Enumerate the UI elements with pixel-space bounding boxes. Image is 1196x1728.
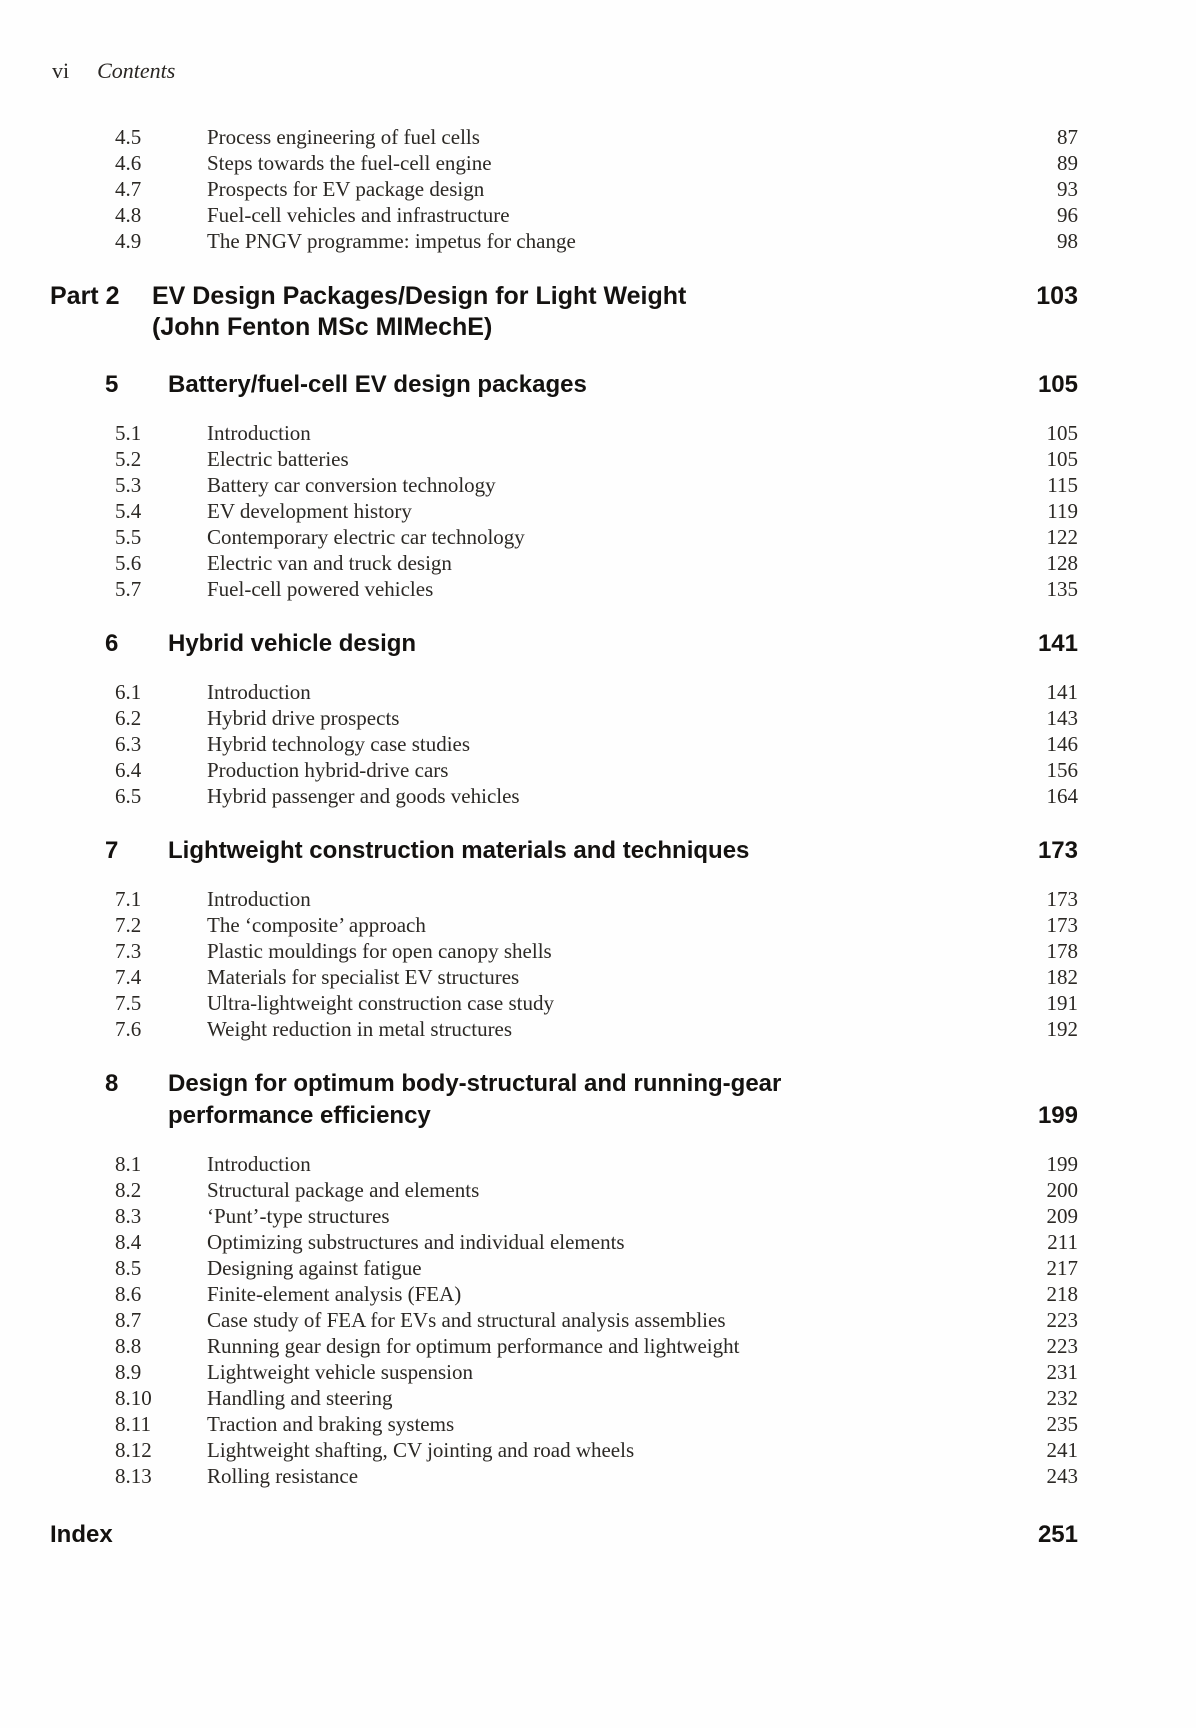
toc-entry-page: 156 [1046,758,1078,782]
toc-entry [0,524,1078,550]
toc-entry-number: 7.5 [115,991,142,1015]
toc-entry-number: 7.6 [115,1017,142,1041]
toc-entry-page: 89 [1057,151,1078,175]
toc-entry-page: 98 [1057,229,1078,253]
running-head [0,56,1078,86]
toc-entry [0,550,1078,576]
toc-entry-number: 5.3 [115,473,142,497]
toc-entry-page: 93 [1057,177,1078,201]
toc-entry-title: The PNGV programme: impetus for change [207,229,576,253]
toc-entry-page: 192 [1046,1017,1078,1041]
toc-entry-page: 115 [1047,473,1078,497]
toc-entry [0,1177,1078,1203]
toc-entry-number: 5.6 [115,551,142,575]
toc-entry-page: 119 [1047,499,1078,523]
toc-entry-page: 218 [1046,1282,1078,1306]
toc-entry [0,1411,1078,1437]
toc-entry [0,1437,1078,1463]
part-page: 103 [1036,282,1078,310]
toc-entry-title: Introduction [207,887,311,911]
toc-entry-title: Running gear design for optimum performance and lightweight [207,1334,740,1358]
toc-entry [0,420,1078,446]
chapter7-sections [0,886,1078,1042]
chapter-title-line1: Design for optimum body-structural and running-gear [168,1070,782,1097]
toc-entry [0,1255,1078,1281]
toc-entry-title: Contemporary electric car technology [207,525,525,549]
chapter-number: 6 [105,630,119,657]
chapter-number: 8 [105,1070,119,1097]
toc-entry-number: 4.6 [115,151,142,175]
toc-entry-page: 235 [1046,1412,1078,1436]
toc-entry-title: Fuel-cell vehicles and infrastructure [207,203,510,227]
toc-entry-title: Introduction [207,1152,311,1176]
part-title-line1: EV Design Packages/Design for Light Weight [152,282,687,310]
toc-entry-page: 217 [1046,1256,1078,1280]
toc-entry-title: Designing against fatigue [207,1256,422,1280]
toc-entry-title: Optimizing substructures and individual elements [207,1230,625,1254]
toc-entry-number: 7.3 [115,939,142,963]
toc-entry-title: Prospects for EV package design [207,177,485,201]
toc-entry-number: 4.9 [115,229,142,253]
toc-entry-title: Weight reduction in metal structures [207,1017,513,1041]
toc-entry-page: 223 [1046,1334,1078,1358]
toc-entry-page: 128 [1046,551,1078,575]
toc-entry-page: 209 [1046,1204,1078,1228]
toc-entry [0,576,1078,602]
chapter-number: 7 [105,837,119,864]
toc-entry [0,731,1078,757]
toc-entry-number: 5.2 [115,447,142,471]
toc-entry-title: Ultra-lightweight construction case study [207,991,555,1015]
toc-entry-title: Materials for specialist EV structures [207,965,520,989]
toc-entry-page: 199 [1046,1152,1078,1176]
toc-entry [0,1229,1078,1255]
toc-entry-title: EV development history [207,499,412,523]
part-title-line2: (John Fenton MSc MIMechE) [152,313,493,341]
chapter-page: 141 [1037,630,1078,657]
toc-entry-number: 6.5 [115,784,142,808]
toc-entry-page: 135 [1046,577,1078,601]
toc-entry [0,1463,1078,1489]
toc-entry-page: 105 [1046,421,1078,445]
toc-entry [0,757,1078,783]
toc-entry-title: Lightweight shafting, CV jointing and road wheels [207,1438,635,1462]
toc-entry [0,498,1078,524]
toc-entry-page: 243 [1046,1464,1078,1488]
chapter-title: Battery/fuel-cell EV design packages [168,371,587,398]
chapter-title: Lightweight construction materials and techniques [168,837,750,864]
toc-entry-page: 241 [1046,1438,1078,1462]
toc-entry-number: 6.3 [115,732,142,756]
toc-entry [0,938,1078,964]
toc-entry-number: 4.7 [115,177,142,201]
toc-entry-page: 96 [1057,203,1078,227]
toc-entry-page: 182 [1046,965,1078,989]
toc-entry-title: The ‘composite’ approach [207,913,426,937]
toc-entry-number: 4.5 [115,125,142,149]
toc-entry-number: 6.1 [115,680,142,704]
toc-entry-page: 178 [1046,939,1078,963]
toc-entry-title: Electric batteries [207,447,349,471]
toc-entry [0,1151,1078,1177]
toc-entry-title: Structural package and elements [207,1178,480,1202]
toc-entry-title: Introduction [207,421,311,445]
part-title [152,281,1036,343]
toc-entry [0,446,1078,472]
toc-entry-number: 8.7 [115,1308,142,1332]
toc-entry [0,679,1078,705]
page-folio: vi [52,58,70,83]
toc-entry-title: Steps towards the fuel-cell engine [207,151,492,175]
toc-entry-title: Electric van and truck design [207,551,452,575]
toc-entry [0,705,1078,731]
toc-entry [0,1307,1078,1333]
toc-entry-title: Hybrid technology case studies [207,732,471,756]
toc-entry [0,150,1078,176]
toc-entry-page: 164 [1046,784,1078,808]
toc-entry-page: 122 [1046,525,1078,549]
toc-entry-page: 211 [1047,1230,1078,1254]
toc-entry-title: Hybrid drive prospects [207,706,400,730]
toc-entry-title: Battery car conversion technology [207,473,496,497]
toc-entry-number: 8.3 [115,1204,142,1228]
toc-entry [0,912,1078,938]
toc-entry [0,1333,1078,1359]
chapter5-sections [0,420,1078,602]
chapter-title: Hybrid vehicle design [168,630,417,657]
chapter-title [168,1068,1038,1132]
toc-entry-title: Introduction [207,680,311,704]
toc-entry [0,472,1078,498]
part-heading [0,281,1078,343]
toc-entry-page: 173 [1046,913,1078,937]
toc-entry-number: 4.8 [115,203,142,227]
toc-entry-title: Handling and steering [207,1386,393,1410]
index-page: 251 [1037,1521,1078,1548]
toc-entry-page: 231 [1046,1360,1078,1384]
toc-entry-page: 223 [1046,1308,1078,1332]
toc-entry-page: 143 [1046,706,1078,730]
toc-entry-number: 7.2 [115,913,142,937]
toc-entry-number: 6.4 [115,758,142,782]
toc-entry-title: Lightweight vehicle suspension [207,1360,473,1384]
toc-entry-page: 200 [1046,1178,1078,1202]
toc-entry-number: 8.8 [115,1334,142,1358]
toc-entry [0,176,1078,202]
toc-entry-number: 8.12 [115,1438,152,1462]
toc-entry [0,228,1078,254]
chapter-heading [0,835,1078,867]
toc-entry [0,783,1078,809]
toc-entry-title: Plastic mouldings for open canopy shells [207,939,552,963]
chapter-heading [0,628,1078,660]
toc-entry-number: 8.11 [115,1412,151,1436]
toc-entry-title: Production hybrid-drive cars [207,758,449,782]
part-label: Part 2 [50,282,120,310]
toc-entry-page: 173 [1046,887,1078,911]
toc-entry-number: 8.1 [115,1152,142,1176]
chapter-page: 199 [1037,1102,1078,1129]
toc-entry [0,1203,1078,1229]
toc-entry [0,990,1078,1016]
toc-entry-title: Finite-element analysis (FEA) [207,1282,462,1306]
toc-entry [0,124,1078,150]
toc-entry [0,202,1078,228]
toc-entry [0,1281,1078,1307]
chapter6-sections [0,679,1078,809]
toc-entry-page: 141 [1046,680,1078,704]
toc-entry-number: 7.4 [115,965,142,989]
toc-entry-page: 191 [1046,991,1078,1015]
toc-entry-number: 8.5 [115,1256,142,1280]
toc-entry-number: 5.4 [115,499,142,523]
toc-entry-title: Rolling resistance [207,1464,359,1488]
chapter-heading [0,369,1078,401]
chapter-page: 105 [1037,371,1078,398]
toc-entry [0,1385,1078,1411]
toc-entry-page: 146 [1046,732,1078,756]
toc-entry-number: 6.2 [115,706,142,730]
chapter-number: 5 [105,371,119,398]
toc-entry [0,964,1078,990]
index-label: Index [50,1521,113,1548]
toc-entry [0,886,1078,912]
toc-entry-number: 5.5 [115,525,142,549]
toc-entry-title: Process engineering of fuel cells [207,125,480,149]
index-entry [0,1519,1078,1551]
toc-entry-number: 8.2 [115,1178,142,1202]
toc-entry-number: 8.10 [115,1386,152,1410]
toc-entry-number: 5.1 [115,421,142,445]
chapter-page: 173 [1037,837,1078,864]
toc-entry [0,1016,1078,1042]
chapter4-entries [0,124,1078,254]
toc-entry [0,1359,1078,1385]
toc-entry-number: 8.13 [115,1464,152,1488]
toc-entry-title: Fuel-cell powered vehicles [207,577,434,601]
toc-entry-title: Traction and braking systems [207,1412,455,1436]
toc-entry-page: 105 [1046,447,1078,471]
toc-entry-title: ‘Punt’-type structures [207,1204,390,1228]
toc-entry-page: 232 [1046,1386,1078,1410]
toc-entry-title: Hybrid passenger and goods vehicles [207,784,520,808]
toc-entry-number: 5.7 [115,577,142,601]
toc-entry-page: 87 [1057,125,1078,149]
toc-entry-number: 8.6 [115,1282,142,1306]
chapter-heading [0,1068,1078,1132]
toc-entry-title: Case study of FEA for EVs and structural analysis assemblies [207,1308,726,1332]
toc-entry-number: 8.4 [115,1230,142,1254]
chapter8-sections [0,1151,1078,1489]
toc-entry-number: 8.9 [115,1360,142,1384]
toc-entry-number: 7.1 [115,887,142,911]
chapter-title-line2: performance efficiency [168,1102,431,1129]
running-head-title: Contents [97,58,176,83]
